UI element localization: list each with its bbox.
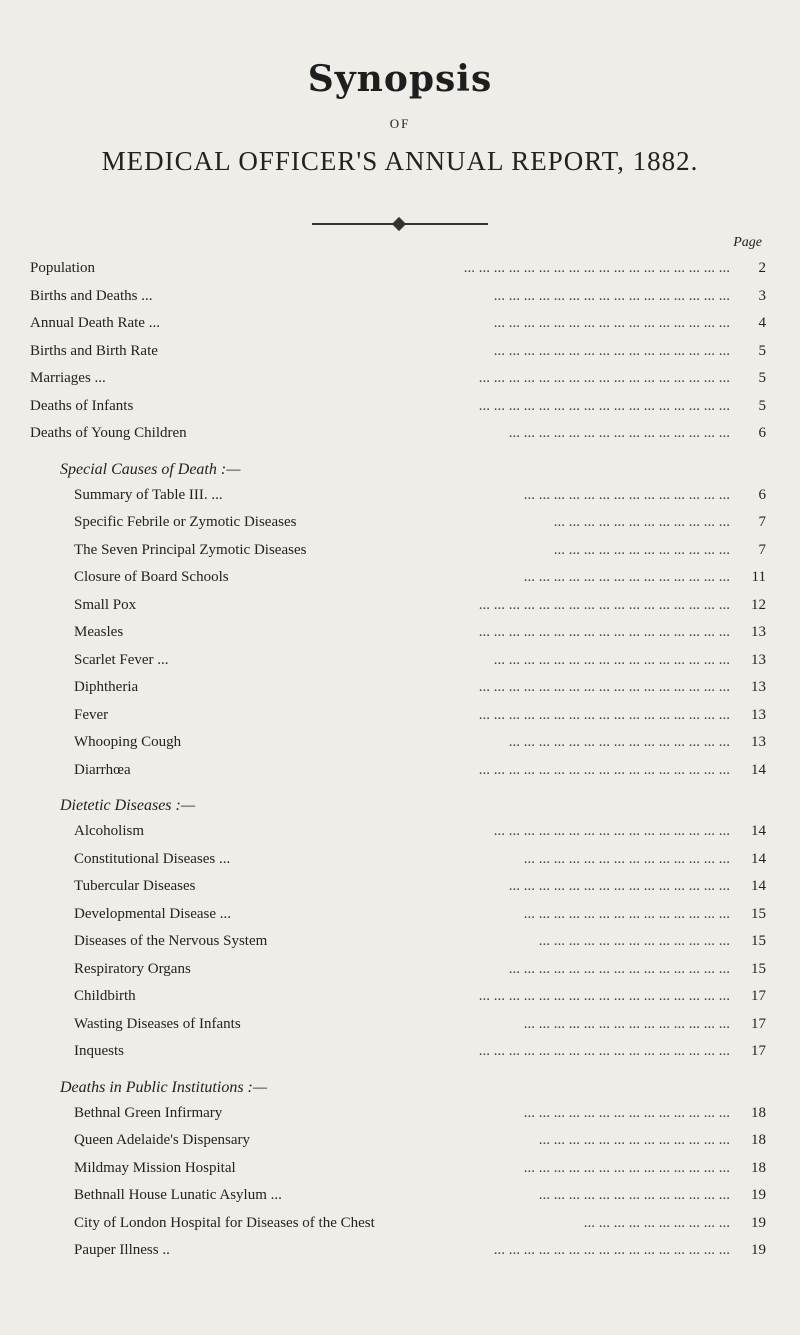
toc-entry bbox=[0, 1156, 800, 1184]
toc-entry-label: Developmental Disease ... bbox=[74, 905, 232, 922]
toc-entry-page: 19 bbox=[751, 1187, 766, 1203]
leader-dots: ... ... ... ... ... ... ... ... ... ... ... ... ... ... ... ... ... bbox=[478, 706, 730, 723]
report-subtitle: MEDICAL OFFICER'S ANNUAL REPORT, 1882. bbox=[101, 146, 699, 176]
leader-dots: ... ... ... ... ... ... ... ... ... ... ... ... ... ... ... bbox=[508, 425, 730, 441]
toc-entry-label: Mildmay Mission Hospital bbox=[74, 1159, 236, 1176]
toc-entry-page: 14 bbox=[751, 823, 766, 839]
toc-entry-label: Deaths of Young Children bbox=[30, 425, 187, 441]
toc-entry-page: 13 bbox=[751, 679, 766, 695]
toc-entry-page: 19 bbox=[751, 1214, 766, 1231]
toc-entry bbox=[0, 256, 800, 284]
toc-entry bbox=[0, 366, 800, 394]
toc-entry-page: 12 bbox=[751, 596, 766, 613]
toc-entry bbox=[0, 1211, 800, 1239]
leader-dots: ... ... ... ... ... ... ... ... ... ... ... ... ... ... ... ... bbox=[493, 287, 730, 304]
leader-dots: ... ... ... ... ... ... ... ... ... ... ... ... ... ... ... ... bbox=[493, 1242, 730, 1258]
toc-entry-label: Alcoholism bbox=[74, 823, 144, 839]
leader-dots: ... ... ... ... ... ... ... ... ... ... ... ... ... ... ... ... ... bbox=[478, 596, 730, 613]
toc-entry bbox=[0, 483, 800, 511]
toc-entry-page: 17 bbox=[751, 1015, 766, 1032]
leader-dots: ... ... ... ... ... ... ... ... ... ... ... ... ... bbox=[538, 1187, 730, 1203]
leader-dots: ... ... ... ... ... ... ... ... ... ... ... ... ... ... ... ... ... bbox=[478, 761, 730, 778]
toc-entry-page: 15 bbox=[751, 905, 766, 922]
toc-entry bbox=[0, 510, 800, 538]
toc-entry-page: 11 bbox=[751, 569, 766, 585]
leader-dots: ... ... ... ... ... ... ... ... ... ... ... ... ... ... ... bbox=[508, 734, 730, 750]
toc-entry bbox=[0, 675, 800, 703]
leader-dots: ... ... ... ... ... ... ... ... ... ... ... ... ... ... ... ... ... bbox=[478, 679, 730, 695]
toc-entry-page: 2 bbox=[758, 260, 766, 276]
toc-entry-label: Summary of Table III. ... bbox=[74, 486, 223, 503]
toc-entry-label: Diphtheria bbox=[74, 679, 139, 695]
leader-dots: ... ... ... ... ... ... ... ... ... ... bbox=[583, 1214, 730, 1231]
toc-entry bbox=[0, 1128, 800, 1156]
toc-entry bbox=[0, 758, 800, 786]
section-heading bbox=[0, 785, 800, 819]
leader-dots: ... ... ... ... ... ... ... ... ... ... ... ... ... bbox=[538, 933, 730, 949]
toc-entry bbox=[0, 1039, 800, 1067]
leader-dots: ... ... ... ... ... ... ... ... ... ... ... ... ... bbox=[538, 1132, 730, 1148]
toc-entry-page: 19 bbox=[751, 1242, 766, 1258]
toc-entry-page: 4 bbox=[758, 315, 766, 331]
toc-entry-label: Tubercular Diseases bbox=[74, 878, 196, 894]
toc-entry-label: Closure of Board Schools bbox=[74, 569, 229, 585]
toc-entry-page: 17 bbox=[751, 1043, 766, 1059]
toc-entry-label: The Seven Principal Zymotic Diseases bbox=[74, 541, 307, 558]
diamond-ornament-icon bbox=[392, 217, 406, 231]
leader-dots: ... ... ... ... ... ... ... ... ... ... ... ... ... ... bbox=[523, 486, 730, 503]
toc-entry bbox=[0, 565, 800, 593]
toc-entry-label: Annual Death Rate ... bbox=[30, 315, 160, 331]
leader-dots: ... ... ... ... ... ... ... ... ... ... ... ... ... ... ... bbox=[508, 878, 730, 894]
toc-entry bbox=[0, 620, 800, 648]
leader-dots: ... ... ... ... ... ... ... ... ... ... ... ... ... ... ... ... ... bbox=[478, 370, 730, 386]
toc-entry bbox=[0, 339, 800, 367]
toc-entry bbox=[0, 1238, 800, 1266]
table-of-contents bbox=[0, 256, 800, 1266]
leader-dots: ... ... ... ... ... ... ... ... ... ... ... ... ... ... ... ... bbox=[493, 315, 730, 331]
toc-entry-page: 6 bbox=[758, 486, 766, 503]
toc-entry-label: Inquests bbox=[74, 1043, 124, 1059]
toc-entry bbox=[0, 957, 800, 985]
toc-entry-label: Wasting Diseases of Infants bbox=[74, 1015, 241, 1032]
toc-entry bbox=[0, 1183, 800, 1211]
leader-dots: ... ... ... ... ... ... ... ... ... ... ... ... ... ... ... ... bbox=[493, 342, 730, 359]
toc-entry bbox=[0, 538, 800, 566]
toc-entry bbox=[0, 819, 800, 847]
leader-dots: ... ... ... ... ... ... ... ... ... ... ... ... ... ... ... ... ... bbox=[478, 988, 730, 1004]
toc-entry-label: Marriages ... bbox=[30, 370, 106, 386]
toc-entry-page: 18 bbox=[751, 1104, 766, 1121]
leader-dots: ... ... ... ... ... ... ... ... ... ... ... ... ... ... bbox=[523, 569, 730, 585]
toc-entry bbox=[0, 593, 800, 621]
toc-entry bbox=[0, 929, 800, 957]
toc-entry-label: Childbirth bbox=[74, 988, 136, 1004]
leader-dots: ... ... ... ... ... ... ... ... ... ... ... ... ... ... ... ... ... bbox=[478, 624, 730, 640]
toc-entry bbox=[0, 874, 800, 902]
leader-dots: ... ... ... ... ... ... ... ... ... ... ... ... ... ... ... ... ... bbox=[478, 1043, 730, 1059]
toc-entry-label: Small Pox bbox=[74, 596, 137, 613]
toc-entry-page: 13 bbox=[751, 706, 766, 723]
toc-entry-label: Diseases of the Nervous System bbox=[74, 933, 268, 949]
toc-entry bbox=[0, 648, 800, 676]
toc-entry-label: Whooping Cough bbox=[74, 734, 182, 750]
toc-entry-page: 18 bbox=[751, 1132, 766, 1148]
toc-entry-label: Queen Adelaide's Dispensary bbox=[74, 1132, 250, 1148]
toc-entry-label: Constitutional Diseases ... bbox=[74, 850, 231, 867]
toc-entry-page: 14 bbox=[751, 878, 766, 894]
toc-entry-label: Births and Birth Rate bbox=[30, 342, 158, 359]
toc-entry-page: 13 bbox=[751, 651, 766, 668]
leader-dots: ... ... ... ... ... ... ... ... ... ... ... ... ... ... ... ... ... ... bbox=[463, 260, 730, 276]
toc-entry-label: Deaths of Infants bbox=[30, 397, 134, 414]
toc-entry-label: Births and Deaths ... bbox=[30, 287, 153, 304]
toc-entry-label: Bethnal Green Infirmary bbox=[74, 1104, 223, 1121]
toc-entry-page: 5 bbox=[758, 397, 766, 414]
toc-entry-page: 14 bbox=[751, 850, 766, 867]
title-connector: OF bbox=[389, 116, 411, 131]
section-heading bbox=[0, 449, 800, 483]
leader-dots: ... ... ... ... ... ... ... ... ... ... ... ... ... ... bbox=[523, 1015, 730, 1032]
toc-entry bbox=[0, 284, 800, 312]
leader-dots: ... ... ... ... ... ... ... ... ... ... ... ... ... ... ... bbox=[508, 960, 730, 977]
toc-entry bbox=[0, 984, 800, 1012]
toc-entry-label: City of London Hospital for Diseases of the Chest bbox=[74, 1214, 375, 1231]
leader-dots: ... ... ... ... ... ... ... ... ... ... ... ... ... ... ... ... bbox=[493, 651, 730, 668]
toc-entry bbox=[0, 730, 800, 758]
toc-entry-label: Population bbox=[30, 260, 96, 276]
toc-entry-label: Specific Febrile or Zymotic Diseases bbox=[74, 514, 297, 530]
toc-entry-page: 15 bbox=[751, 960, 766, 977]
leader-dots: ... ... ... ... ... ... ... ... ... ... ... ... ... ... bbox=[523, 1104, 730, 1121]
leader-dots: ... ... ... ... ... ... ... ... ... ... ... ... ... ... ... ... bbox=[493, 823, 730, 839]
toc-entry bbox=[0, 902, 800, 930]
toc-entry bbox=[0, 703, 800, 731]
toc-entry bbox=[0, 1012, 800, 1040]
toc-entry-label: Respiratory Organs bbox=[74, 960, 191, 977]
leader-dots: ... ... ... ... ... ... ... ... ... ... ... ... ... ... bbox=[523, 850, 730, 867]
section-heading-text: Special Causes of Death :— bbox=[60, 460, 241, 478]
toc-entry-label: Bethnall House Lunatic Asylum ... bbox=[74, 1187, 282, 1203]
toc-entry-page: 18 bbox=[751, 1159, 766, 1176]
toc-entry-page: 7 bbox=[758, 514, 766, 530]
leader-dots: ... ... ... ... ... ... ... ... ... ... ... ... bbox=[553, 541, 730, 558]
toc-entry-page: 7 bbox=[758, 541, 766, 558]
section-heading-text: Dietetic Diseases :— bbox=[60, 797, 196, 814]
toc-entry-page: 5 bbox=[758, 370, 766, 386]
toc-entry-page: 3 bbox=[758, 287, 766, 304]
toc-entry-page: 13 bbox=[751, 624, 766, 640]
toc-entry-page: 5 bbox=[758, 342, 766, 359]
leader-dots: ... ... ... ... ... ... ... ... ... ... ... ... ... ... bbox=[523, 1159, 730, 1176]
section-heading bbox=[0, 1067, 800, 1101]
toc-entry-page: 14 bbox=[751, 761, 766, 778]
leader-dots: ... ... ... ... ... ... ... ... ... ... ... ... bbox=[553, 514, 730, 530]
section-heading-text: Deaths in Public Institutions :— bbox=[60, 1078, 268, 1096]
toc-entry-page: 15 bbox=[751, 933, 766, 949]
toc-entry-label: Measles bbox=[74, 624, 124, 640]
toc-entry bbox=[0, 311, 800, 339]
toc-entry-page: 13 bbox=[751, 734, 766, 750]
toc-entry-label: Scarlet Fever ... bbox=[74, 651, 169, 668]
toc-entry-label: Fever bbox=[74, 706, 109, 723]
toc-entry bbox=[0, 394, 800, 422]
toc-entry-label: Diarrhœa bbox=[74, 761, 131, 778]
toc-entry bbox=[0, 421, 800, 449]
page-column-header: Page bbox=[733, 235, 762, 250]
toc-entry bbox=[0, 847, 800, 875]
toc-entry-page: 17 bbox=[751, 988, 766, 1004]
leader-dots: ... ... ... ... ... ... ... ... ... ... ... ... ... ... ... ... ... bbox=[478, 397, 730, 414]
toc-entry bbox=[0, 1101, 800, 1129]
page-title: Synopsis bbox=[307, 58, 493, 100]
leader-dots: ... ... ... ... ... ... ... ... ... ... ... ... ... ... bbox=[523, 905, 730, 922]
toc-entry-label: Pauper Illness .. bbox=[74, 1242, 170, 1258]
toc-entry-page: 6 bbox=[758, 425, 766, 441]
